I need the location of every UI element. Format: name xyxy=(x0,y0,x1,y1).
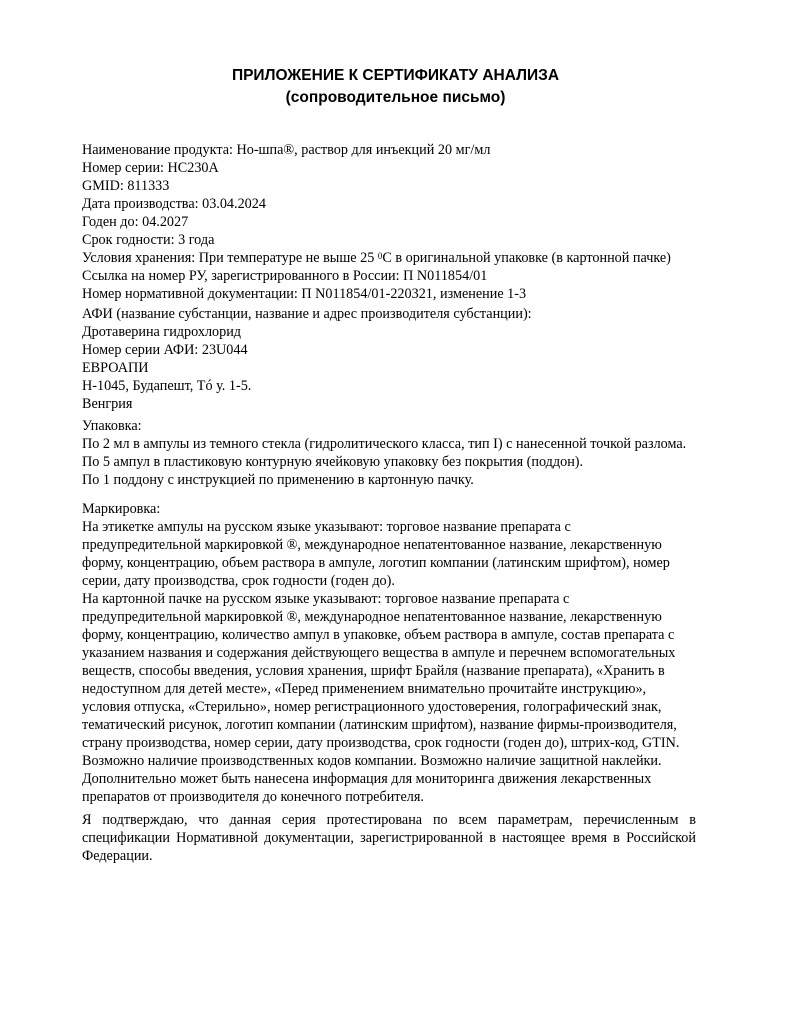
marking-line: веществ, способы введения, условия хранения, шрифт Брайля (название препарата), «Хранить в xyxy=(82,663,665,679)
normative-doc-line: Номер нормативной документации: П N011854/01-220321, изменение 1-3 xyxy=(82,286,527,302)
marking-line: Возможно наличие производственных кодов компании. Возможно наличие защитной наклейки. xyxy=(82,753,662,769)
degree-superscript: 0 xyxy=(377,251,383,261)
registration-line: Ссылка на номер РУ, зарегистрированного в России: П N011854/01 xyxy=(82,268,488,284)
marking-line: серии, дату производства, срок годности (годен до). xyxy=(82,573,395,589)
api-heading: АФИ (название субстанции, название и адрес производителя субстанции): xyxy=(82,306,532,322)
marking-line: страну производства, номер серии, дату производства, срок годности (годен до), штрих-код, GTIN. xyxy=(82,735,680,751)
gmid-line: GMID: 811333 xyxy=(82,178,170,194)
confirmation-line: Я подтверждаю, что данная серия протестирована по всем параметрам, перечисленным в xyxy=(82,812,696,828)
confirmation-section xyxy=(82,811,696,865)
packaging-line: По 1 поддону с инструкцией по применению в картонную пачку. xyxy=(82,472,474,488)
marking-line: На картонной пачке на русском языке указывают: торговое название препарата с xyxy=(82,591,570,607)
marking-line: форму, концентрацию, объем раствора в ампуле, логотип компании (латинским шрифтом), номер xyxy=(82,555,670,571)
api-batch: Номер серии АФИ: 23U044 xyxy=(82,342,248,358)
marking-line: тематический рисунок, логотип компании (латинским шрифтом), название фирмы-производителя, xyxy=(82,717,677,733)
product-info-section xyxy=(82,141,722,303)
packaging-line: По 2 мл в ампулы из темного стекла (гидролитического класса, тип I) с нанесенной точкой разлома. xyxy=(82,436,687,452)
product-name-line: Наименование продукта: Но-шпа®, раствор для инъекций 20 мг/мл xyxy=(82,142,491,158)
expiry-date-line: Годен до: 04.2027 xyxy=(82,214,189,230)
packaging-line: По 5 ампул в пластиковую контурную ячейковую упаковку без покрытия (поддон). xyxy=(82,454,584,470)
api-country: Венгрия xyxy=(82,396,133,412)
api-section xyxy=(82,305,722,413)
marking-section xyxy=(82,500,722,824)
storage-text-after: С в оригинальной упаковке (в картонной пачке) xyxy=(382,250,671,266)
marking-line: указанием названия и содержания действующего вещества в ампуле и перечнем вспомогательных xyxy=(82,645,676,661)
document-subtitle: (сопроводительное письмо) xyxy=(285,89,506,106)
packaging-section xyxy=(82,417,722,489)
api-manufacturer: ЕВРОАПИ xyxy=(82,360,149,376)
marking-line: На этикетке ампулы на русском языке указывают: торговое название препарата с xyxy=(82,519,571,535)
marking-line: форму, концентрацию, количество ампул в упаковке, объем раствора в ампуле, состав препарата с xyxy=(82,627,675,643)
api-substance: Дротаверина гидрохлорид xyxy=(82,324,242,340)
shelf-life-line: Срок годности: 3 года xyxy=(82,232,215,248)
confirmation-line: спецификации Нормативной документации, зарегистрированной в настоящее время в Российской xyxy=(82,830,696,846)
marking-line: препаратов от производителя до конечного потребителя. xyxy=(82,789,424,805)
marking-line: Дополнительно может быть нанесена информация для мониторинга движения лекарственных xyxy=(82,771,652,787)
document-title: ПРИЛОЖЕНИЕ К СЕРТИФИКАТУ АНАЛИЗА xyxy=(231,67,560,84)
marking-line: предупредительной маркировкой ®, международное непатентованное название, лекарственную xyxy=(82,609,662,625)
marking-heading: Маркировка: xyxy=(82,501,161,517)
packaging-heading: Упаковка: xyxy=(82,418,142,434)
storage-text-before: Условия хранения: При температуре не выше 25 xyxy=(82,250,378,266)
api-address: H-1045, Будапешт, Tó у. 1-5. xyxy=(82,378,252,394)
marking-line: недоступном для детей месте», «Перед применением внимательно прочитайте инструкцию», xyxy=(82,681,647,697)
marking-line: предупредительной маркировкой ®, международное непатентованное название, лекарственную xyxy=(82,537,662,553)
manufacture-date-line: Дата производства: 03.04.2024 xyxy=(82,196,266,212)
marking-line: условия отпуска, «Стерильно», номер регистрационного удостоверения, голографический знак, xyxy=(82,699,662,715)
storage-conditions-line xyxy=(82,249,722,267)
confirmation-line: Федерации. xyxy=(82,848,153,864)
batch-number-line: Номер серии: HC230A xyxy=(82,160,219,176)
